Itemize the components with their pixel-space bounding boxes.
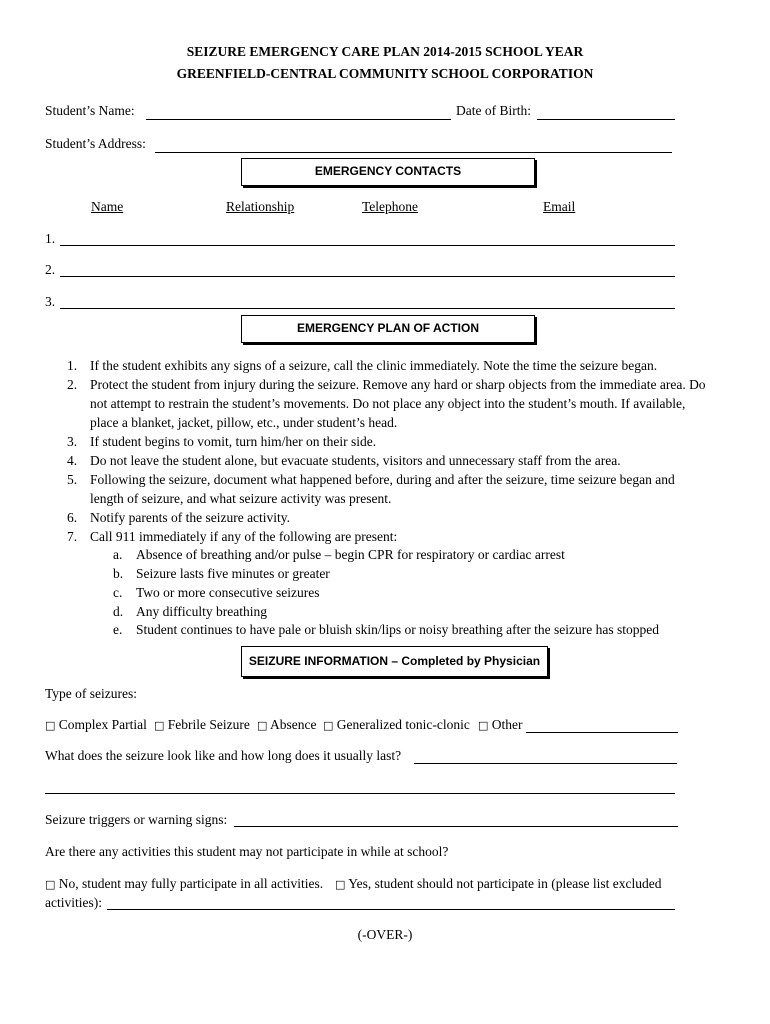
checkbox-icon: □ — [45, 719, 56, 732]
checkbox-febrile-seizure[interactable] — [154, 717, 250, 733]
seizure-triggers-field[interactable] — [234, 808, 678, 827]
emergency-contacts-heading — [241, 158, 535, 186]
plan-item-text: place a blanket, jacket, pillow, etc., under student’s head. — [90, 415, 398, 430]
plan-subitem-letter: e. — [113, 622, 123, 637]
checkbox-full-participation[interactable] — [45, 876, 323, 892]
checkbox-icon: □ — [154, 719, 165, 732]
plan-item-text: not attempt to restrain the student’s movements. Do not place any object into the student’s mouth. If available, — [90, 396, 686, 411]
form-title-line2: GREENFIELD-CENTRAL COMMUNITY SCHOOL CORPORATION — [176, 66, 594, 81]
checkbox-generalized-tonic-clonic[interactable] — [323, 717, 470, 733]
contacts-column-relationship: Relationship — [226, 199, 295, 214]
checkbox-excluded-activities[interactable] — [335, 876, 661, 892]
form-title-line1: SEIZURE EMERGENCY CARE PLAN 2014-2015 SCHOOL YEAR — [186, 44, 584, 59]
seizure-info-heading — [241, 646, 548, 677]
plan-subitem-text: Student continues to have pale or bluish skin/lips or noisy breathing after the seizure has stopped — [136, 622, 660, 637]
plan-item-text: If the student exhibits any signs of a seizure, call the clinic immediately. Note the time the seizure began. — [90, 358, 658, 373]
checkbox-label: No, student may fully participate in all activities. — [58, 876, 324, 891]
excluded-activities-label: activities): — [45, 895, 102, 910]
checkbox-other[interactable] — [478, 717, 523, 733]
plan-item-text: Protect the student from injury during the seizure. Remove any hard or sharp objects from the immediate area. Do — [90, 377, 706, 392]
checkbox-icon: □ — [478, 719, 489, 732]
student-name-label: Student’s Name: — [45, 103, 135, 118]
plan-subitem-text: Seizure lasts five minutes or greater — [136, 566, 330, 581]
plan-subitem-text: Absence of breathing and/or pulse – begin CPR for respiratory or cardiac arrest — [136, 547, 565, 562]
plan-subitem-letter: b. — [113, 566, 124, 581]
contact-row-1-field[interactable] — [60, 227, 675, 246]
contact-row-number: 2. — [45, 262, 56, 277]
checkbox-absence[interactable] — [257, 717, 317, 733]
plan-item-number: 3. — [67, 434, 78, 449]
plan-item-number: 6. — [67, 510, 78, 525]
seizure-description-field-continued[interactable] — [45, 775, 675, 794]
plan-subitem-text: Two or more consecutive seizures — [136, 585, 320, 600]
plan-subitem-letter: c. — [113, 585, 123, 600]
checkbox-label: Generalized tonic-clonic — [336, 717, 470, 732]
plan-subitem-text: Any difficulty breathing — [136, 604, 267, 619]
student-address-label: Student’s Address: — [45, 136, 146, 151]
type-of-seizures-label: Type of seizures: — [45, 686, 138, 701]
checkbox-icon: □ — [257, 719, 268, 732]
activities-question: Are there any activities this student may not participate in while at school? — [45, 844, 449, 859]
plan-item-text: Call 911 immediately if any of the following are present: — [90, 529, 398, 544]
plan-item-number: 7. — [67, 529, 78, 544]
checkbox-complex-partial[interactable] — [45, 717, 147, 733]
plan-item-number: 5. — [67, 472, 78, 487]
contacts-column-name: Name — [91, 199, 124, 214]
plan-item-text: Following the seizure, document what happened before, during and after the seizure, time seizure began and — [90, 472, 675, 487]
checkbox-label: Yes, student should not participate in (please list excluded — [348, 876, 662, 891]
student-name-field[interactable] — [146, 101, 451, 120]
contacts-column-telephone: Telephone — [362, 199, 419, 214]
checkbox-label: Febrile Seizure — [167, 717, 250, 732]
plan-item-text: length of seizure, and what seizure activity was present. — [90, 491, 392, 506]
dob-field[interactable] — [537, 101, 675, 120]
student-address-field[interactable] — [155, 134, 672, 153]
emergency-plan-heading — [241, 315, 535, 343]
seizure-triggers-label: Seizure triggers or warning signs: — [45, 812, 228, 827]
seizure-description-label: What does the seizure look like and how long does it usually last? — [45, 748, 402, 763]
emergency-plan-heading-text: EMERGENCY PLAN OF ACTION — [296, 321, 479, 335]
seizure-description-field[interactable] — [414, 745, 677, 764]
plan-item-text: Notify parents of the seizure activity. — [90, 510, 291, 525]
emergency-contacts-heading-text: EMERGENCY CONTACTS — [314, 164, 462, 178]
plan-item-text: If student begins to vomit, turn him/her on their side. — [90, 434, 377, 449]
contact-row-2-field[interactable] — [60, 258, 675, 277]
checkbox-icon: □ — [323, 719, 334, 732]
contact-row-number: 3. — [45, 294, 56, 309]
plan-item-text: Do not leave the student alone, but evacuate students, visitors and unnecessary staff from the area. — [90, 453, 621, 468]
excluded-activities-field[interactable] — [107, 891, 675, 910]
dob-label: Date of Birth: — [456, 103, 531, 118]
contact-row-3-field[interactable] — [60, 290, 675, 309]
contacts-column-email: Email — [543, 199, 576, 214]
other-seizure-type-field[interactable] — [526, 714, 678, 733]
plan-item-number: 2. — [67, 377, 78, 392]
contact-row-number: 1. — [45, 231, 56, 246]
plan-subitem-letter: a. — [113, 547, 123, 562]
checkbox-label: Absence — [270, 717, 317, 732]
plan-item-number: 1. — [67, 358, 78, 373]
plan-subitem-letter: d. — [113, 604, 124, 619]
checkbox-label: Complex Partial — [58, 717, 147, 732]
over-indicator: (-OVER-) — [357, 927, 413, 942]
plan-item-number: 4. — [67, 453, 78, 468]
checkbox-icon: □ — [45, 878, 56, 891]
checkbox-label: Other — [491, 717, 523, 732]
checkbox-icon: □ — [335, 878, 346, 891]
seizure-info-heading-text: SEIZURE INFORMATION – Completed by Physician — [248, 654, 541, 668]
